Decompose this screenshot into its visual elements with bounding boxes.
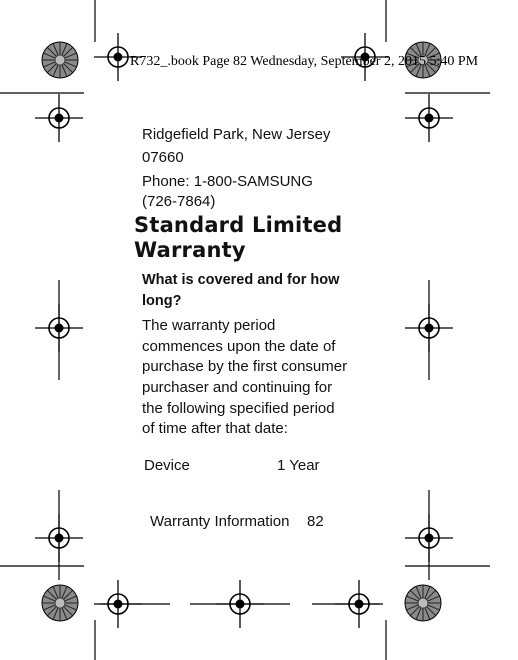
crosshair-right-top [405,94,453,142]
paragraph-line-4: purchaser and continuing for [142,379,333,396]
paragraph-line-5: the following specified period [142,400,335,417]
warranty-table-item: Device [144,457,190,474]
registration-star-bottom-right [405,585,441,621]
footer-page-number: 82 [307,513,324,530]
crosshair-left-top [35,94,83,142]
phone-digits-line: (726-7864) [142,193,216,210]
section-heading-line-1: Standard Limited [134,213,343,237]
address-zip-line: 07660 [142,149,184,166]
paragraph-line-1: The warranty period [142,317,276,334]
section-heading-line-2: Warranty [134,238,246,262]
warranty-table-period: 1 Year [277,457,320,474]
print-slug-header: R732_.book Page 82 Wednesday, September 2, 2015 5:40 PM [130,54,479,69]
phone-line: Phone: 1-800-SAMSUNG [142,173,313,190]
registration-star-top-left [42,42,78,78]
subheading-line-1: What is covered and for how [142,272,340,288]
paragraph-line-3: purchase by the first consumer [142,358,348,375]
subheading-line-2: long? [142,293,182,309]
paragraph-line-6: of time after that date: [142,420,288,437]
address-city-line: Ridgefield Park, New Jersey [142,126,331,143]
paragraph-line-2: commences upon the date of [142,338,336,355]
footer-section-name: Warranty Information [150,513,290,530]
registration-star-bottom-left [42,585,78,621]
